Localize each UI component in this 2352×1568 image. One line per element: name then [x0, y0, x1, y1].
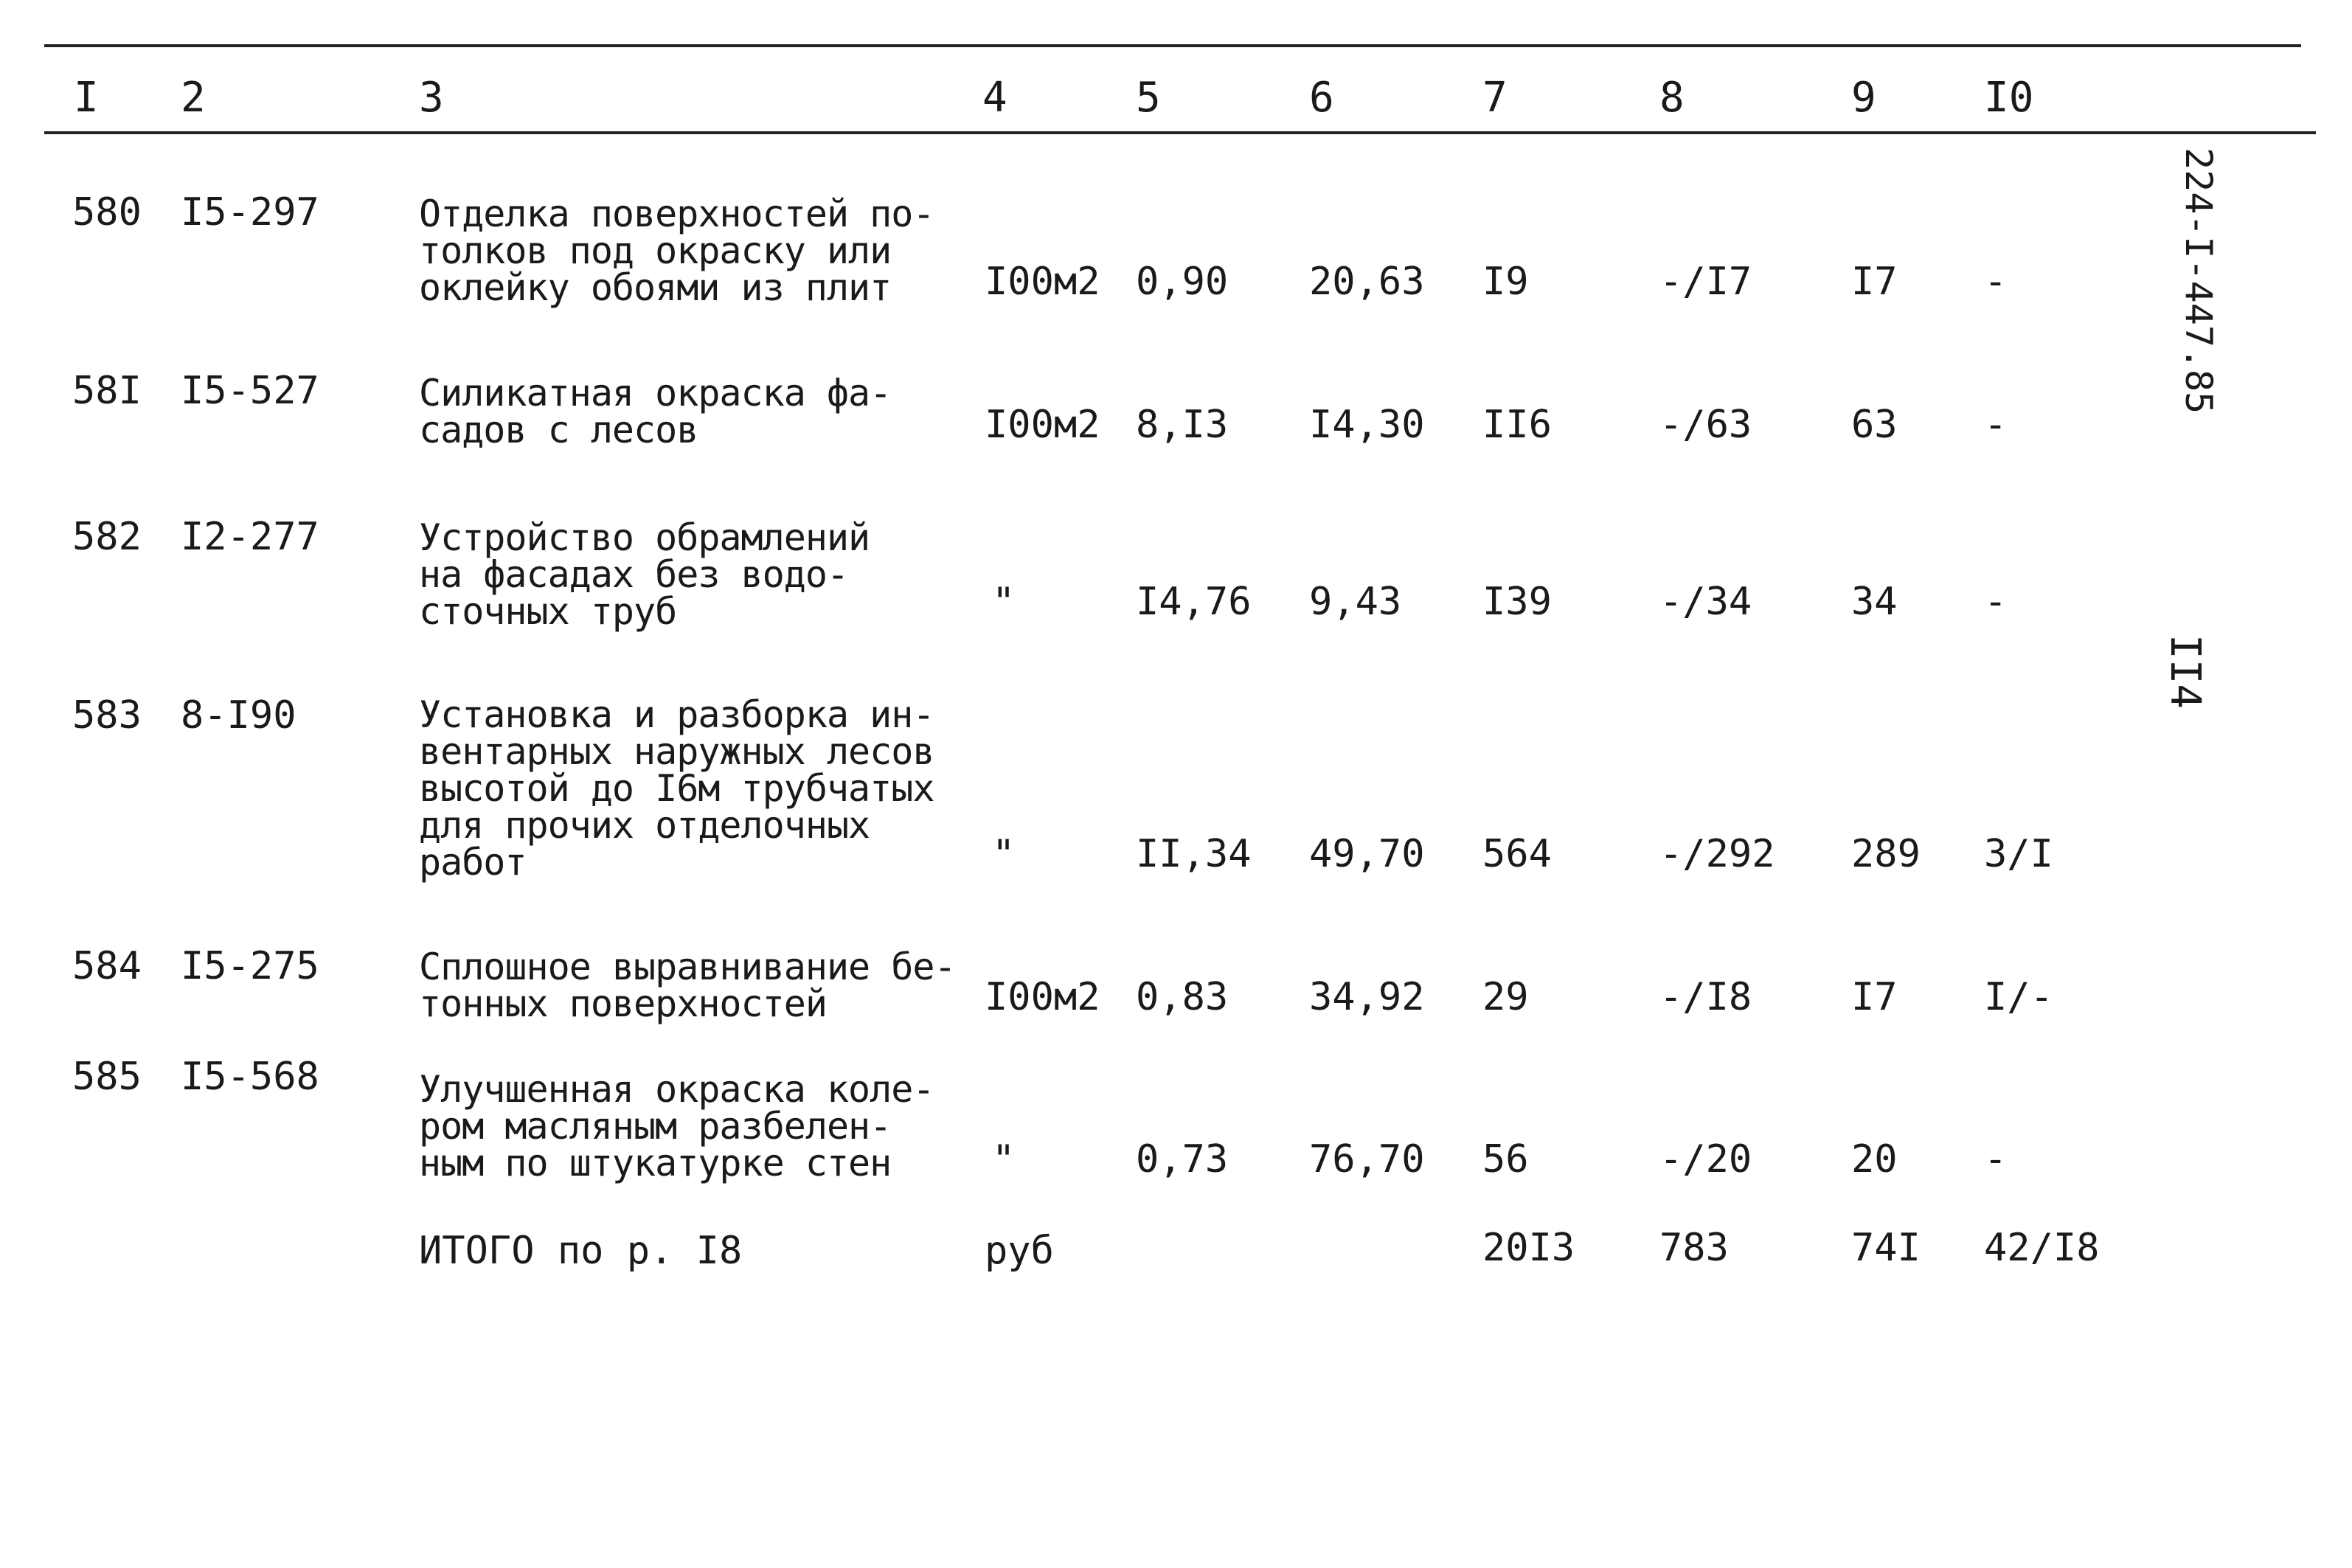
row-description: Сплошное выравнивание бе- тонных поверхностей: [419, 946, 956, 1025]
row-col-9: I7: [1851, 260, 1898, 304]
row-col-9: 20: [1851, 1137, 1898, 1182]
row-number: 583: [72, 693, 142, 738]
header-rule: [44, 131, 2316, 134]
summary-col-8: 783: [1659, 1226, 1729, 1270]
header-col-2: 2: [181, 74, 206, 122]
row-number: 585: [72, 1055, 142, 1099]
summary-col-9: 74I: [1851, 1226, 1921, 1270]
row-col-8: -/292: [1659, 832, 1775, 876]
row-code: I5-568: [181, 1055, 319, 1099]
row-number: 584: [72, 944, 142, 988]
row-code: 8-I90: [181, 693, 296, 738]
row-col-10: -: [1984, 580, 2008, 624]
row-total: 564: [1482, 832, 1552, 876]
row-col-8: -/I8: [1659, 975, 1752, 1019]
row-unit: I00м2: [985, 403, 1100, 447]
row-col-9: I7: [1851, 975, 1898, 1019]
row-quantity: 0,73: [1136, 1137, 1229, 1182]
row-col-10: -: [1984, 260, 2008, 304]
row-code: I2-277: [181, 515, 319, 559]
row-quantity: 8,I3: [1136, 403, 1229, 447]
row-price: 49,70: [1309, 832, 1425, 876]
header-col-8: 8: [1659, 74, 1685, 122]
row-col-10: -: [1984, 403, 2008, 447]
row-total: 29: [1482, 975, 1529, 1019]
summary-label: ИТОГО по р. I8: [419, 1229, 743, 1273]
row-unit: I00м2: [985, 260, 1100, 304]
row-price: 9,43: [1309, 580, 1402, 624]
row-total: I39: [1482, 580, 1552, 624]
top-rule: [44, 44, 2301, 47]
row-col-10: 3/I: [1984, 832, 2053, 876]
row-description: Силикатная окраска фа- садов с лесов: [419, 372, 892, 451]
summary-unit: руб: [985, 1229, 1054, 1273]
header-col-4: 4: [982, 74, 1007, 122]
row-total: 56: [1482, 1137, 1529, 1182]
row-col-8: -/20: [1659, 1137, 1752, 1182]
row-code: I5-527: [181, 369, 319, 413]
summary-col-10: 42/I8: [1984, 1226, 2100, 1270]
header-col-1: I: [74, 74, 99, 122]
row-col-9: 63: [1851, 403, 1898, 447]
row-total: II6: [1482, 403, 1552, 447]
row-description: Установка и разборка ин- вентарных наружных лесов высотой до I6м трубчатых для прочих отделочных работ: [419, 693, 934, 884]
row-col-9: 289: [1851, 832, 1921, 876]
header-col-6: 6: [1309, 74, 1334, 122]
row-description: Улучшенная окраска коле- ром масляным разбелен- ным по штукатурке стен: [419, 1068, 934, 1184]
row-price: 20,63: [1309, 260, 1425, 304]
row-total: I9: [1482, 260, 1529, 304]
row-quantity: 0,90: [1136, 260, 1229, 304]
row-description: Устройство обрамлений на фасадах без водо- сточных труб: [419, 516, 870, 633]
row-quantity: 0,83: [1136, 975, 1229, 1019]
row-price: 76,70: [1309, 1137, 1425, 1182]
row-price: I4,30: [1309, 403, 1425, 447]
row-number: 580: [72, 190, 142, 235]
row-quantity: II,34: [1136, 832, 1252, 876]
row-number: 58I: [72, 369, 142, 413]
row-unit: ": [992, 832, 1016, 876]
row-col-10: -: [1984, 1137, 2008, 1182]
row-col-9: 34: [1851, 580, 1898, 624]
row-quantity: I4,76: [1136, 580, 1252, 624]
page-mark: II4: [2161, 634, 2209, 710]
header-col-5: 5: [1136, 74, 1161, 122]
summary-total: 20I3: [1482, 1226, 1575, 1270]
row-col-8: -/I7: [1659, 260, 1752, 304]
row-col-8: -/63: [1659, 403, 1752, 447]
row-price: 34,92: [1309, 975, 1425, 1019]
header-col-10: I0: [1984, 74, 2034, 122]
row-code: I5-275: [181, 944, 319, 988]
row-unit: I00м2: [985, 975, 1100, 1019]
row-unit: ": [992, 1137, 1016, 1182]
row-unit: ": [992, 580, 1016, 624]
header-col-7: 7: [1482, 74, 1508, 122]
document-code-stamp: 224-I-447.85: [2177, 148, 2220, 414]
header-col-9: 9: [1851, 74, 1876, 122]
row-number: 582: [72, 515, 142, 559]
row-col-8: -/34: [1659, 580, 1752, 624]
row-code: I5-297: [181, 190, 319, 235]
header-col-3: 3: [419, 74, 444, 122]
row-description: Отделка поверхностей по- толков под окраску или оклейку обоями из плит: [419, 192, 934, 309]
row-col-10: I/-: [1984, 975, 2053, 1019]
